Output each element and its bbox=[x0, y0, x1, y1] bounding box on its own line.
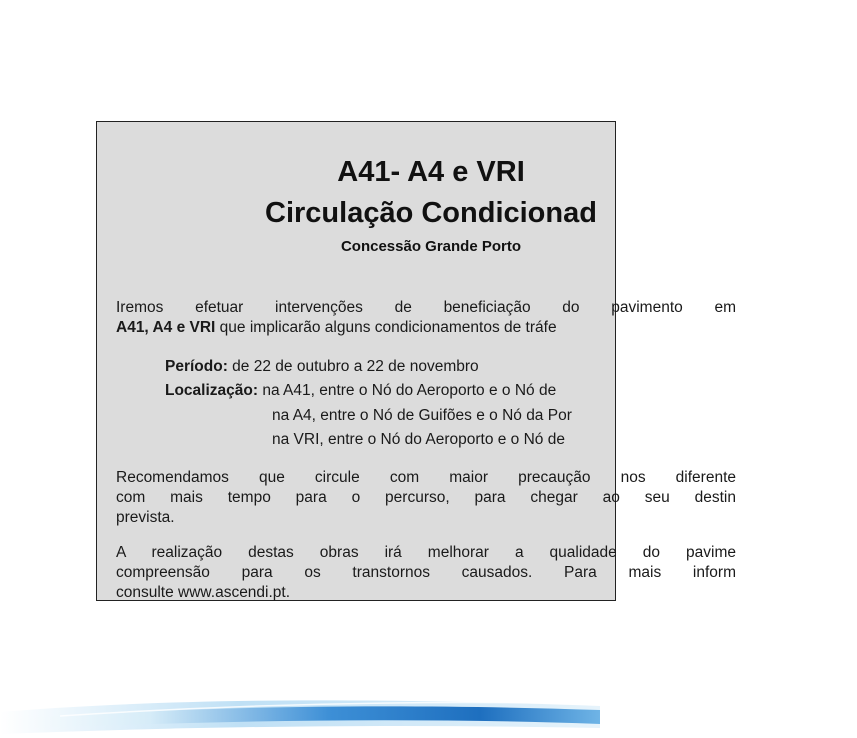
localizacao-value3: na VRI, entre o Nó do Aeroporto e o Nó de bbox=[272, 431, 565, 448]
closing-line2: compreensão para os transtornos causados. Para mais inform bbox=[116, 564, 736, 581]
roads-bold-text: A41, A4 e VRI bbox=[116, 319, 216, 336]
recommendation-paragraph bbox=[116, 468, 736, 528]
closing-line1: A realização destas obras irá melhorar a qualidade do pavime bbox=[116, 544, 736, 561]
notice-title-line2: Circulação Condicionad bbox=[265, 197, 597, 229]
recommendation-line3: prevista. bbox=[116, 509, 175, 526]
periodo-value: de 22 de outubro a 22 de novembro bbox=[227, 358, 479, 375]
recommendation-line1: Recomendamos que circule com maior precaução nos diferente bbox=[116, 469, 736, 486]
notice-title-line1: A41- A4 e VRI bbox=[337, 156, 525, 188]
intro-paragraph bbox=[116, 298, 736, 338]
notice-box bbox=[96, 121, 736, 601]
intro-line1: Iremos efetuar intervenções de beneficiação do pavimento em bbox=[116, 299, 736, 316]
periodo-label: Período: bbox=[165, 358, 228, 375]
localizacao-value1: na A41, entre o Nó do Aeroporto e o Nó de bbox=[258, 382, 557, 399]
closing-line3: consulte www.ascendi.pt. bbox=[116, 584, 291, 601]
notice-subtitle: Concessão Grande Porto bbox=[340, 238, 522, 255]
footer-wave-decoration bbox=[0, 690, 600, 738]
localizacao-label: Localização: bbox=[165, 382, 259, 399]
localizacao-row bbox=[165, 382, 556, 400]
intro-line2 bbox=[116, 318, 736, 338]
closing-paragraph bbox=[116, 543, 736, 603]
periodo-row bbox=[165, 358, 479, 376]
intro-line2-rest: que implicarão alguns condicionamentos de tráfe bbox=[215, 319, 557, 336]
recommendation-line2: com mais tempo para o percurso, para chegar ao seu destin bbox=[116, 489, 736, 506]
localizacao-value2: na A4, entre o Nó de Guifões e o Nó da Por bbox=[272, 407, 572, 424]
